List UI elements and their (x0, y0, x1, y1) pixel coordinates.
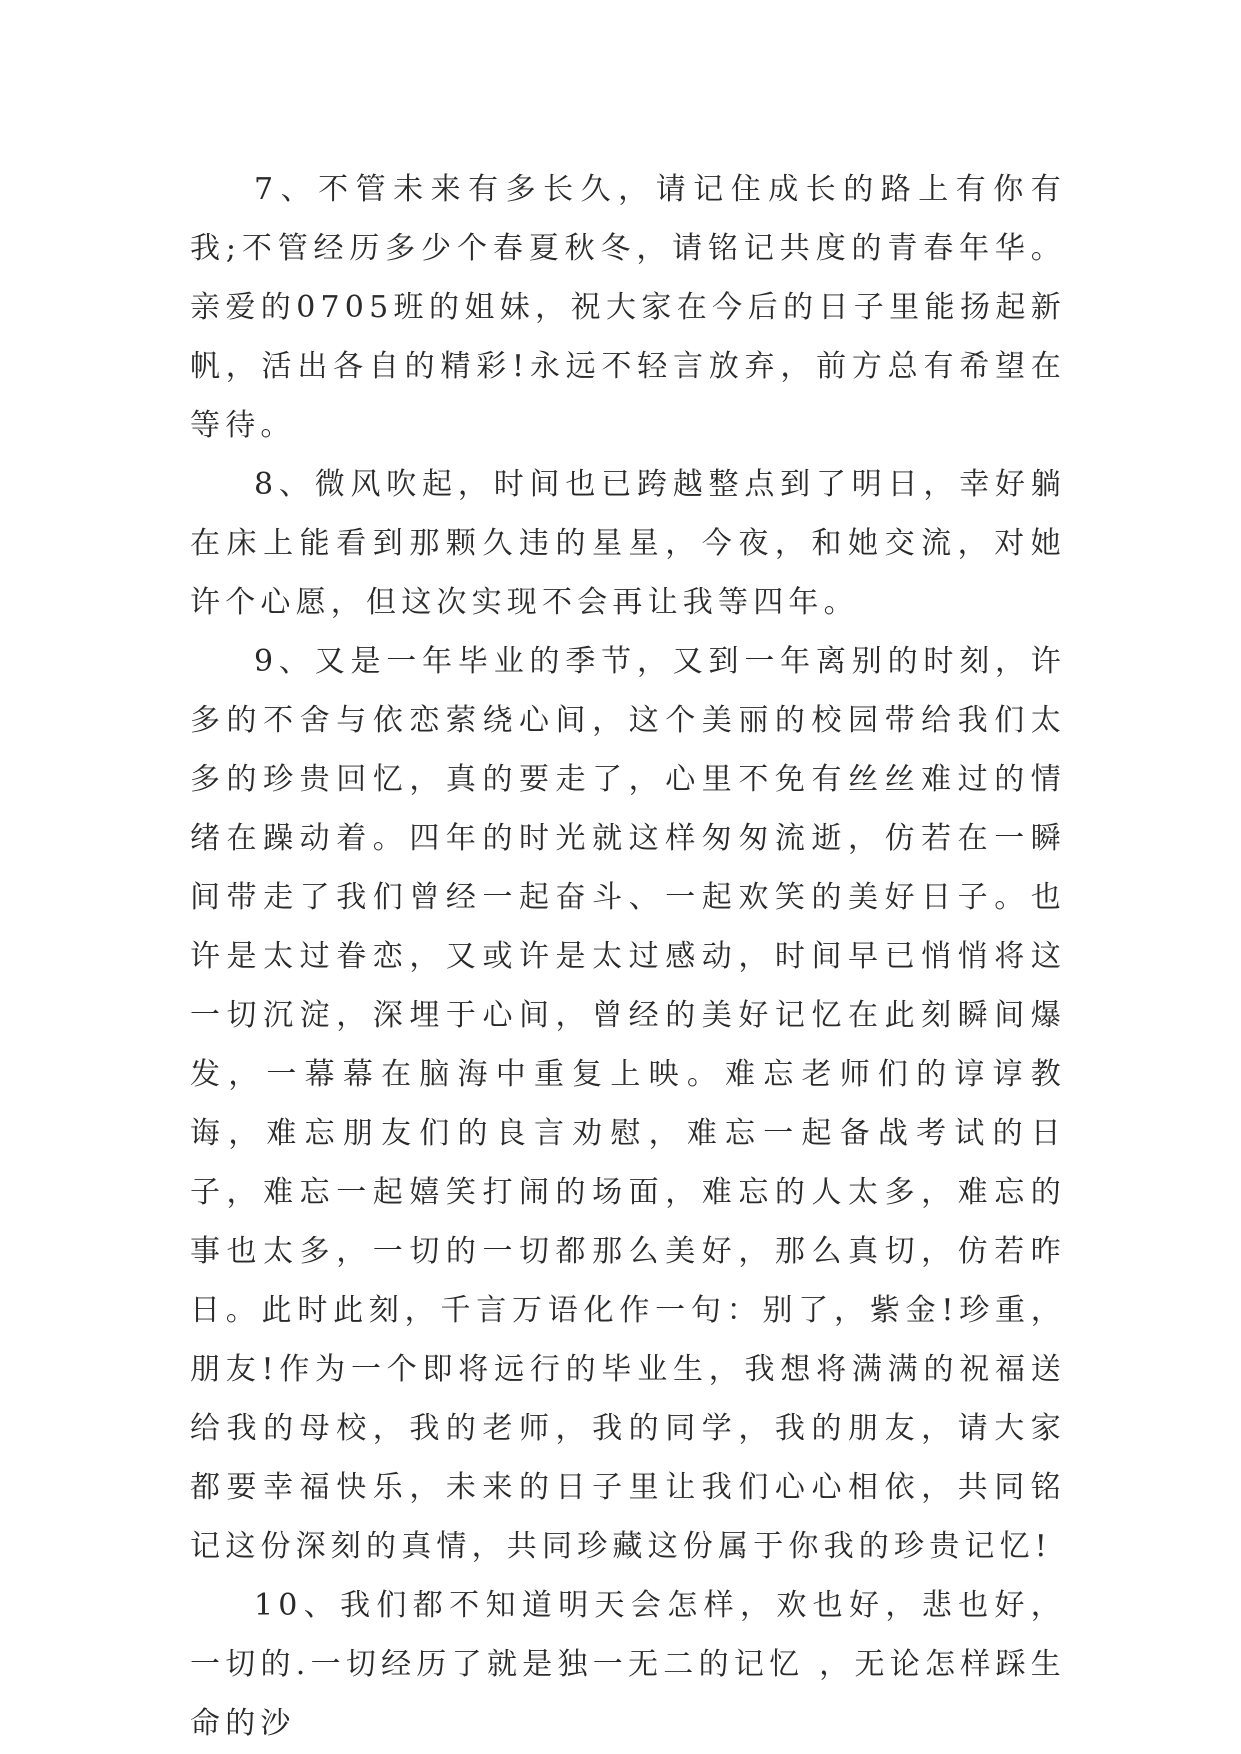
paragraph-7: 7、不管未来有多长久，请记住成长的路上有你有我;不管经历多少个春夏秋冬，请铭记共度的青春年华。亲爱的0705班的姐妹，祝大家在今后的日子里能扬起新帆，活出各自的精彩!永远不轻言放弃，前方总有希望在等待。 (190, 172, 1066, 443)
body-text (190, 160, 1066, 1753)
paragraph-10: 10、我们都不知道明天会怎样，欢也好，悲也好，一切的.一切经历了就是独一无二的记忆 ，无论怎样踩生命的沙 (190, 1588, 1066, 1741)
paragraph-8: 8、微风吹起，时间也已跨越整点到了明日，幸好躺在床上能看到那颗久违的星星，今夜，和她交流，对她许个心愿，但这次实现不会再让我等四年。 (190, 467, 1066, 620)
paragraph-9: 9、又是一年毕业的季节，又到一年离别的时刻，许多的不舍与依恋萦绕心间，这个美丽的校园带给我们太多的珍贵回忆，真的要走了，心里不免有丝丝难过的情绪在躁动着。四年的时光就这样匆匆流逝，仿若在一瞬间带走了我们曾经一起奋斗、一起欢笑的美好日子。也许是太过眷恋，又或许是太过感动，时间早已悄悄将这一切沉淀，深埋于心间，曾经的美好记忆在此刻瞬间爆发，一幕幕在脑海中重复上映。难忘老师们的谆谆教诲，难忘朋友们的良言劝慰，难忘一起备战考试的日子，难忘一起嬉笑打闹的场面，难忘的人太多，难忘的事也太多，一切的一切都那么美好，那么真切，仿若昨日。此时此刻，千言万语化作一句：别了，紫金!珍重，朋友!作为一个即将远行的毕业生，我想将满满的祝福送给我的母校，我的老师，我的同学，我的朋友，请大家都要幸福快乐，未来的日子里让我们心心相依，共同铭记这份深刻的真情，共同珍藏这份属于你我的珍贵记忆! (190, 644, 1066, 1564)
